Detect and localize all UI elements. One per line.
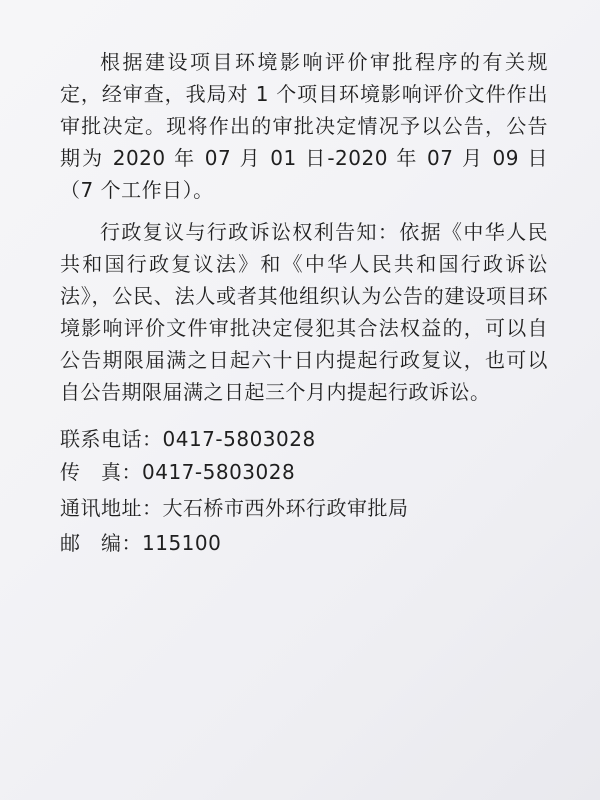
rights-notice-paragraph: 行政复议与行政诉讼权利告知：依据《中华人民共和国行政复议法》和《中华人民共和国行政诉讼法》，公民、法人或者其他组织认为公告的建设项目环境影响评价文件审批决定侵犯其合法权益的，可以自公告期限届满之日起六十日内提起行政复议，也可以自公告期限届满之日起三个月内提起行政诉讼。 bbox=[60, 220, 548, 404]
contact-address: 通讯地址：大石桥市西外环行政审批局 bbox=[60, 496, 409, 520]
announcement-paragraph: 根据建设项目环境影响评价审批程序的有关规定，经审查，我局对 1 个项目环境影响评价文件作出审批决定。现将作出的审批决定情况予以公告，公告期为 2020 年 07 月 01 日-2020 年 07 月 09 日（7 个工作日）。 bbox=[60, 50, 548, 202]
contact-phone: 联系电话：0417-5803028 bbox=[60, 427, 316, 451]
contact-fax: 传 真：0417-5803028 bbox=[60, 460, 296, 484]
contact-postal-code: 邮 编：115100 bbox=[60, 531, 222, 555]
